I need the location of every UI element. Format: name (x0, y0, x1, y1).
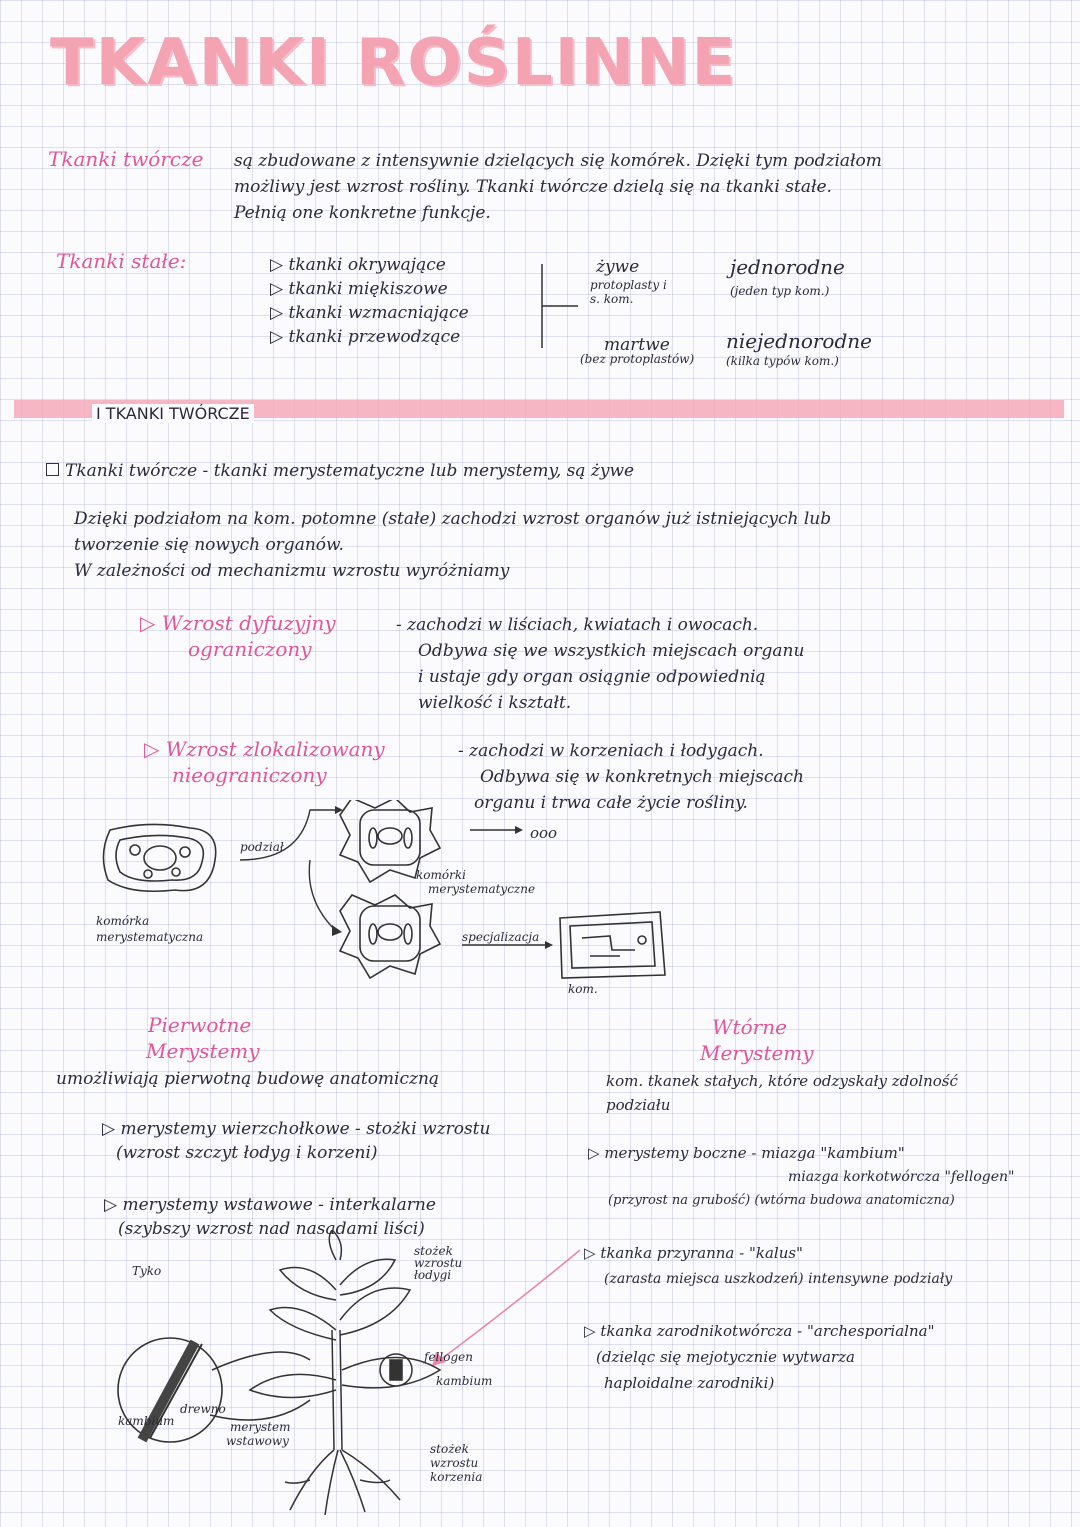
cell-label-1: komórka (96, 914, 150, 928)
intro-line-3: Pełnią one konkretne funkcje. (234, 203, 491, 223)
zywe-label: żywe (596, 257, 640, 277)
wtorne-item-3-line-1: ▷ tkanka zarodnikotwórcza - "archesporialna" (584, 1322, 935, 1340)
stozek-lodygi-3: łodygi (414, 1268, 452, 1282)
drewno-label: drewno (180, 1402, 226, 1416)
page-title: TKANKI ROŚLINNE (50, 26, 738, 100)
merystem-label-1: merystem (230, 1420, 291, 1434)
wtorne-item-3-line-3: haploidalne zarodniki) (604, 1374, 775, 1392)
wtorne-item-1-line-3: (przyrost na grubość) (wtórna budowa anatomiczna) (608, 1193, 955, 1208)
podzial-label: podział (240, 840, 284, 854)
cell-label-2: merystematyczna (96, 930, 204, 944)
growth1-title-2: ograniczony (188, 637, 312, 661)
daughter-cell-bottom (340, 895, 440, 978)
stale-item-3: ▷ tkanki wzmacniające (270, 303, 469, 323)
pierwotne-item-1: ▷ merystemy wierzchołkowe - stożki wzrostu (102, 1119, 491, 1139)
jednorodne-label: jednorodne (730, 255, 845, 279)
para-line-3: W zależności od mechanizmu wzrostu wyróżniamy (74, 561, 510, 581)
wtorne-item-1-line-2: miazga korkotwórcza "fellogen" (788, 1169, 1015, 1185)
para-line-1: Dzięki podziałom na kom. potomne (stałe) zachodzi wzrost organów już istniejących lub (74, 509, 832, 529)
mother-cell (103, 824, 215, 891)
kom-label: kom. (568, 982, 598, 996)
growth1-title-1: ▷ Wzrost dyfuzyjny (140, 611, 336, 635)
wtorne-heading-1: Wtórne (712, 1015, 787, 1039)
stale-item-2: ▷ tkanki miękiszowe (270, 279, 448, 299)
stale-item-4: ▷ tkanki przewodzące (270, 327, 461, 347)
wtorne-item-1-line-1: ▷ merystemy boczne - miazga "kambium" (588, 1144, 905, 1162)
wtorne-heading-2: Merystemy (700, 1041, 814, 1065)
wtorne-item-3-line-2: (dzieląc się mejotycznie wytwarza (596, 1348, 855, 1366)
growth2-line-2: Odbywa się w konkretnych miejscach (480, 767, 804, 787)
pierwotne-item-1-note: (wzrost szczyt łodyg i korzeni) (116, 1143, 378, 1163)
wtorne-desc-1: kom. tkanek stałych, które odzyskały zdolność (606, 1072, 958, 1090)
growth2-title-1: ▷ Wzrost zlokalizowany (144, 737, 385, 761)
wtorne-item-2-line-2: (zarasta miejsca uszkodzeń) intensywne podziały (604, 1271, 953, 1287)
pierwotne-heading-1: Pierwotne (148, 1013, 252, 1037)
martwe-note: (bez protoplastów) (580, 352, 695, 366)
growth1-line-4: wielkość i kształt. (418, 693, 572, 713)
wtorne-item-2-line-1: ▷ tkanka przyranna - "kalus" (584, 1244, 803, 1262)
stozek-korzenia-2: wzrostu (430, 1456, 479, 1470)
growth2-line-3: organu i trwa całe życie rośliny. (474, 793, 748, 813)
pierwotne-heading-2: Merystemy (146, 1039, 260, 1063)
pierwotne-desc: umożliwiają pierwotną budowę anatomiczną (56, 1069, 440, 1089)
stale-bracket (540, 262, 580, 352)
martwe-label: martwe (604, 335, 670, 355)
niejednorodne-label: niejednorodne (726, 329, 872, 353)
pierwotne-item-2-note: (szybszy wzrost nad nasadami liści) (118, 1219, 425, 1239)
tyko-label: Tyko (132, 1264, 162, 1278)
kambium2-label: kambium (436, 1374, 493, 1388)
dots-label: ooo (530, 824, 558, 842)
growth1-line-2: Odbywa się we wszystkich miejscach organu (418, 641, 805, 661)
fellogen-detail (380, 1354, 412, 1386)
specjalizacja-label: specjalizacja (462, 930, 540, 944)
intro-term: Tkanki twórcze (48, 147, 204, 171)
kambium-label: kambium (118, 1414, 175, 1428)
wtorne-desc-2: podziału (606, 1096, 671, 1114)
stozek-lodygi-1: stożek (414, 1244, 453, 1258)
stozek-lodygi-2: wzrostu (414, 1256, 463, 1270)
stale-term: Tkanki stałe: (56, 249, 187, 273)
growth2-line-1: - zachodzi w korzeniach i łodygach. (458, 741, 764, 761)
stozek-korzenia-1: stożek (430, 1442, 469, 1456)
stozek-korzenia-3: korzenia (430, 1470, 483, 1484)
zywe-note: protoplasty i s. kom. (590, 278, 667, 306)
growth1-line-1: - zachodzi w liściach, kwiatach i owocach. (396, 615, 759, 635)
plant-diagram (100, 1230, 620, 1520)
cell-division-diagram (90, 800, 690, 1000)
intro-line-1: są zbudowane z intensywnie dzielących się komórek. Dzięki tym podziałom (234, 151, 882, 171)
section-definition: Tkanki twórcze - tkanki merystematyczne lub merystemy, są żywe (46, 458, 634, 484)
jednorodne-note: (jeden typ kom.) (730, 284, 830, 298)
specialized-cell (560, 912, 665, 978)
para-line-2: tworzenie się nowych organów. (74, 535, 344, 555)
cells-label-2: merystematyczne (428, 882, 536, 896)
niejednorodne-note: (kilka typów kom.) (726, 354, 839, 368)
growth2-title-2: nieograniczony (172, 763, 327, 787)
cells-label-1: komórki (416, 868, 466, 882)
merystem-label-2: wstawowy (226, 1434, 289, 1448)
intro-line-2: możliwy jest wzrost rośliny. Tkanki twórcze dzielą się na tkanki stałe. (234, 177, 832, 197)
fellogen-label: fellogen (424, 1350, 473, 1364)
growth1-line-3: i ustaje gdy organ osiągnie odpowiednią (418, 667, 766, 687)
stale-item-1: ▷ tkanki okrywające (270, 255, 446, 275)
section-label: I TKANKI TWÓRCZE (92, 404, 254, 423)
pierwotne-item-2: ▷ merystemy wstawowe - interkalarne (104, 1195, 436, 1215)
